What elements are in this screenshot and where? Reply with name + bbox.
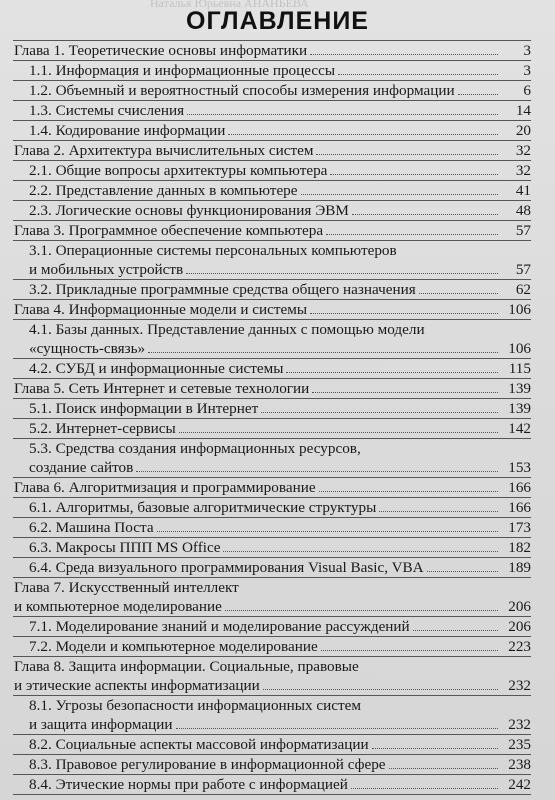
entry-title: [29, 121, 501, 140]
entry-title: [29, 558, 501, 577]
entry-last-line: [29, 518, 501, 537]
entry-title: [29, 735, 501, 754]
toc-chapter-entry: [13, 577, 531, 616]
entry-last-line: [29, 558, 501, 577]
toc-section-entry: [13, 636, 531, 656]
entry-last-line: [14, 478, 501, 497]
dot-leader: [310, 313, 498, 314]
dot-leader: [312, 392, 498, 393]
page-number: 62: [515, 281, 531, 298]
entry-last-line: [29, 81, 501, 100]
entry-title-line: 2.3. Логические основы функционирования ЭВМ: [29, 202, 349, 219]
toc-section-entry: [13, 497, 531, 517]
toc-section-entry: [13, 240, 531, 279]
entry-last-line: [14, 379, 501, 398]
dot-leader: [413, 630, 498, 631]
entry-title-line: Глава 8. Защита информации. Социальные, правовые: [14, 658, 359, 675]
dot-leader: [330, 174, 498, 175]
entry-title: [29, 359, 501, 378]
entry-title: [29, 617, 501, 636]
page-number: 232: [508, 677, 531, 694]
entry-title: [29, 637, 501, 656]
entry-last-line: [29, 61, 501, 80]
page-number: 242: [508, 776, 531, 793]
toc-chapter-entry: [13, 299, 531, 319]
dot-leader: [326, 234, 498, 235]
entry-title-line: 5.1. Поиск информации в Интернет: [29, 400, 259, 417]
entry-last-line: [29, 101, 501, 120]
dot-leader: [263, 689, 498, 690]
entry-last-line: [29, 121, 501, 140]
dot-leader: [136, 471, 498, 472]
toc-section-entry: [13, 695, 531, 734]
dot-leader: [228, 134, 498, 135]
entry-title-line: Глава 5. Сеть Интернет и сетевые технологии: [14, 380, 310, 397]
entry-last-line: [29, 498, 501, 517]
show-through-header: Наталья Юрьевна АНАНЬЕВА: [150, 0, 309, 10]
page-number: 48: [515, 202, 531, 219]
entry-title: [29, 181, 501, 200]
dot-leader: [301, 194, 498, 195]
entry-title-line: и мобильных устройств: [29, 261, 184, 278]
entry-title: [14, 41, 501, 60]
toc-section-entry: [13, 160, 531, 180]
dot-leader: [179, 432, 498, 433]
entry-title: [29, 755, 501, 774]
entry-line: [14, 578, 501, 597]
entry-title: [14, 221, 501, 240]
toc-section-entry: [13, 180, 531, 200]
entry-line: [29, 320, 501, 339]
page-number: 6: [523, 82, 531, 99]
entry-title: [29, 320, 501, 358]
entry-title: [14, 578, 501, 616]
entry-title-line: Глава 3. Программное обеспечение компьютера: [14, 222, 324, 239]
dot-leader: [157, 531, 498, 532]
toc-section-entry: [13, 398, 531, 418]
dot-leader: [261, 412, 498, 413]
dot-leader: [458, 94, 498, 95]
entry-title: [29, 498, 501, 517]
dot-leader: [176, 728, 498, 729]
toc-section-entry: [13, 537, 531, 557]
entry-last-line: [14, 221, 501, 240]
page-number: 139: [508, 400, 531, 417]
entry-title: [29, 201, 501, 220]
page-number: 206: [508, 618, 531, 635]
entry-line: [29, 439, 501, 458]
entry-title: [29, 419, 501, 438]
page-number: 3: [523, 62, 531, 79]
entry-title-line: 4.2. СУБД и информационные системы: [29, 360, 284, 377]
page-title: ОГЛАВЛЕНИЕ: [186, 7, 369, 35]
entry-title-line: и защита информации: [29, 716, 173, 733]
entry-last-line: [14, 41, 501, 60]
page-number: 189: [508, 559, 531, 576]
entry-title-line: 1.2. Объемный и вероятностный способы измерения информации: [29, 82, 455, 99]
entry-last-line: [29, 280, 501, 299]
toc-section-entry: [13, 319, 531, 358]
toc-section-entry: [13, 120, 531, 140]
dot-leader: [187, 114, 498, 115]
entry-title-line: «сущность-связь»: [29, 340, 146, 357]
page-number: 166: [508, 479, 531, 496]
table-of-contents: [13, 40, 531, 795]
toc-section-entry: [13, 200, 531, 220]
toc-section-entry: [13, 557, 531, 577]
entry-title: [29, 81, 501, 100]
page-number: 115: [508, 360, 531, 377]
entry-title: [29, 61, 501, 80]
entry-last-line: [29, 775, 501, 794]
page-number: 20: [515, 122, 531, 139]
toc-chapter-entry: [13, 220, 531, 240]
page-number: 206: [508, 598, 531, 615]
toc-section-entry: [13, 100, 531, 120]
entry-title: [29, 280, 501, 299]
entry-last-line: [29, 755, 501, 774]
dot-leader: [379, 511, 498, 512]
page-number: 232: [508, 716, 531, 733]
entry-title: [14, 300, 501, 319]
dot-leader: [148, 352, 498, 353]
entry-title: [29, 399, 501, 418]
entry-last-line: [29, 735, 501, 754]
entry-last-line: [14, 300, 501, 319]
toc-section-entry: [13, 734, 531, 754]
entry-line: [14, 657, 501, 676]
page-number: 41: [515, 182, 531, 199]
dot-leader: [372, 748, 498, 749]
entry-title-line: и этические аспекты информатизации: [14, 677, 260, 694]
dot-leader: [186, 273, 498, 274]
entry-title-line: 8.2. Социальные аспекты массовой информатизации: [29, 736, 369, 753]
entry-last-line: [29, 538, 501, 557]
entry-title-line: 2.1. Общие вопросы архитектуры компьютера: [29, 162, 328, 179]
entry-title-line: Глава 4. Информационные модели и системы: [14, 301, 308, 318]
toc-chapter-entry: [13, 40, 531, 60]
toc-chapter-entry: [13, 140, 531, 160]
page-number: 3: [523, 42, 531, 59]
entry-title-line: создание сайтов: [29, 459, 134, 476]
entry-last-line: [14, 141, 501, 160]
dot-leader: [319, 491, 498, 492]
dot-leader: [351, 788, 498, 789]
page-number: 139: [508, 380, 531, 397]
entry-title-line: 7.1. Моделирование знаний и моделирование рассуждений: [29, 618, 410, 635]
entry-title-line: 4.1. Базы данных. Представление данных с помощью модели: [29, 321, 425, 338]
entry-title: [29, 775, 501, 794]
entry-last-line: [29, 419, 501, 438]
entry-title-line: 7.2. Модели и компьютерное моделирование: [29, 638, 318, 655]
entry-title: [14, 657, 501, 695]
dot-leader: [338, 74, 498, 75]
dot-leader: [316, 154, 498, 155]
entry-title: [14, 478, 501, 497]
dot-leader: [286, 372, 498, 373]
toc-section-entry: [13, 616, 531, 636]
toc-chapter-entry: [13, 656, 531, 695]
page-number: 238: [508, 756, 531, 773]
page-number: 57: [515, 222, 531, 239]
entry-last-line: [29, 458, 501, 477]
page-number: 223: [508, 638, 531, 655]
entry-last-line: [29, 359, 501, 378]
entry-title: [29, 439, 501, 477]
toc-section-entry: [13, 774, 531, 795]
dot-leader: [321, 650, 498, 651]
entry-title-line: 6.1. Алгоритмы, базовые алгоритмические структуры: [29, 499, 377, 516]
dot-leader: [223, 551, 498, 552]
toc-section-entry: [13, 517, 531, 537]
page-number: 106: [508, 340, 531, 357]
entry-title-line: 8.3. Правовое регулирование в информационной сфере: [29, 756, 386, 773]
entry-title-line: 3.2. Прикладные программные средства общего назначения: [29, 281, 416, 298]
entry-title: [29, 101, 501, 120]
entry-last-line: [29, 617, 501, 636]
dot-leader: [225, 610, 498, 611]
entry-last-line: [29, 399, 501, 418]
dot-leader: [310, 54, 498, 55]
entry-last-line: [14, 597, 501, 616]
page-number: 32: [515, 162, 531, 179]
dot-leader: [419, 293, 498, 294]
entry-title: [14, 141, 501, 160]
page-number: 14: [515, 102, 531, 119]
entry-title-line: 6.2. Машина Поста: [29, 519, 154, 536]
dot-leader: [352, 214, 498, 215]
toc-chapter-entry: [13, 378, 531, 398]
entry-last-line: [29, 201, 501, 220]
entry-line: [29, 241, 501, 260]
entry-last-line: [29, 637, 501, 656]
toc-section-entry: [13, 358, 531, 378]
entry-title-line: Глава 7. Искусственный интеллект: [14, 579, 239, 596]
entry-title: [29, 518, 501, 537]
entry-title-line: 6.4. Среда визуального программирования Visual Basic, VBA: [29, 559, 424, 576]
toc-section-entry: [13, 418, 531, 438]
entry-title-line: 1.1. Информация и информационные процессы: [29, 62, 336, 79]
entry-title: [29, 161, 501, 180]
toc-section-entry: [13, 279, 531, 299]
toc-section-entry: [13, 80, 531, 100]
page-number: 142: [508, 420, 531, 437]
toc-section-entry: [13, 438, 531, 477]
entry-title: [29, 241, 501, 279]
page-number: 173: [508, 519, 531, 536]
entry-title-line: и компьютерное моделирование: [14, 598, 222, 615]
entry-title-line: 1.4. Кодирование информации: [29, 122, 226, 139]
entry-title-line: Глава 2. Архитектура вычислительных систем: [14, 142, 314, 159]
entry-title-line: 3.1. Операционные системы персональных компьютеров: [29, 242, 397, 259]
entry-title-line: Глава 1. Теоретические основы информатики: [14, 42, 308, 59]
page-number: 32: [515, 142, 531, 159]
toc-section-entry: [13, 60, 531, 80]
entry-title-line: 2.2. Представление данных в компьютере: [29, 182, 298, 199]
entry-title-line: 8.4. Этические нормы при работе с информацией: [29, 776, 348, 793]
entry-last-line: [29, 260, 501, 279]
page-number: 235: [508, 736, 531, 753]
toc-section-entry: [13, 754, 531, 774]
entry-title-line: Глава 6. Алгоритмизация и программирование: [14, 479, 316, 496]
entry-last-line: [29, 181, 501, 200]
page-number: 106: [508, 301, 531, 318]
entry-last-line: [14, 676, 501, 695]
entry-title-line: 5.3. Средства создания информационных ресурсов,: [29, 440, 361, 457]
entry-last-line: [29, 161, 501, 180]
toc-chapter-entry: [13, 477, 531, 497]
dot-leader: [389, 768, 498, 769]
entry-title-line: 5.2. Интернет-сервисы: [29, 420, 176, 437]
entry-title-line: 6.3. Макросы ППП MS Office: [29, 539, 221, 556]
page-number: 57: [515, 261, 531, 278]
dot-leader: [427, 571, 498, 572]
entry-last-line: [29, 715, 501, 734]
entry-title: [29, 696, 501, 734]
page-number: 153: [508, 459, 531, 476]
entry-line: [29, 696, 501, 715]
entry-title: [14, 379, 501, 398]
entry-title: [29, 538, 501, 557]
entry-last-line: [29, 339, 501, 358]
page-number: 182: [508, 539, 531, 556]
entry-title-line: 1.3. Системы счисления: [29, 102, 185, 119]
entry-title-line: 8.1. Угрозы безопасности информационных систем: [29, 697, 361, 714]
page-number: 166: [508, 499, 531, 516]
